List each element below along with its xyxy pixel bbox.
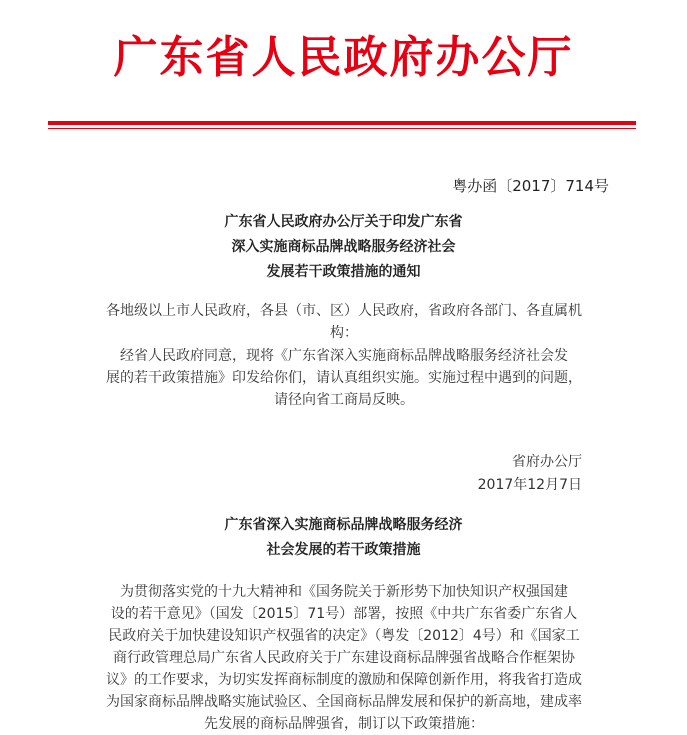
notice-title-line: 发展若干政策措施的通知 xyxy=(266,264,421,280)
approval-line: 请径向省工商局反映。 xyxy=(274,392,414,408)
intro-line: 民政府关于加快建设知识产权强省的决定》（粤发〔2012〕4号）和《国家工 xyxy=(108,628,580,644)
intro-paragraph xyxy=(100,581,588,735)
intro-line: 商行政管理总局广东省人民政府关于广东建设商标品牌强省战略合作框架协 xyxy=(113,650,575,666)
signature-date: 2017年12月7日 xyxy=(477,477,582,493)
measures-title-line: 社会发展的若干政策措施 xyxy=(266,542,421,558)
notice-title-line: 深入实施商标品牌战略服务经济社会 xyxy=(231,239,456,255)
header-red-rule-thick xyxy=(48,121,636,125)
intro-line: 为贯彻落实党的十九大精神和《国务院关于新形势下加快知识产权强国建 xyxy=(120,584,568,600)
intro-line: 设的若干意见》（国发〔2015〕71号）部署，按照《中共广东省委广东省人 xyxy=(110,606,578,622)
issuing-office-header: 广东省人民政府办公厅 xyxy=(113,32,574,83)
approval-line: 经省人民政府同意，现将《广东省深入实施商标品牌战略服务经济社会发 xyxy=(120,348,568,364)
measures-title xyxy=(0,513,687,563)
notice-title xyxy=(0,210,687,285)
intro-line: 先发展的商标品牌强省，制订以下政策措施： xyxy=(204,716,484,732)
addressee-line: 各地级以上市人民政府，各县（市、区）人民政府，省政府各部门、各直属机 xyxy=(106,303,582,319)
addressee-line: 构： xyxy=(330,325,358,341)
header-red-rule-thin xyxy=(48,128,636,129)
signature-org: 省府办公厅 xyxy=(512,454,582,470)
intro-line: 议》的工作要求，为切实发挥商标制度的激励和保障创新作用，将我省打造成 xyxy=(106,672,582,688)
intro-line: 为国家商标品牌战略实施试验区、全国商标品牌发展和保护的新高地，建成率 xyxy=(106,694,582,710)
document-number: 粤办函〔2017〕714号 xyxy=(452,177,609,195)
notice-title-line: 广东省人民政府办公厅关于印发广东省 xyxy=(224,214,463,230)
approval-line: 展的若干政策措施》印发给你们，请认真组织实施。实施过程中遇到的问题， xyxy=(106,370,582,386)
addressee-paragraph xyxy=(100,300,588,344)
approval-paragraph xyxy=(100,345,588,411)
measures-title-line: 广东省深入实施商标品牌战略服务经济 xyxy=(224,517,463,533)
